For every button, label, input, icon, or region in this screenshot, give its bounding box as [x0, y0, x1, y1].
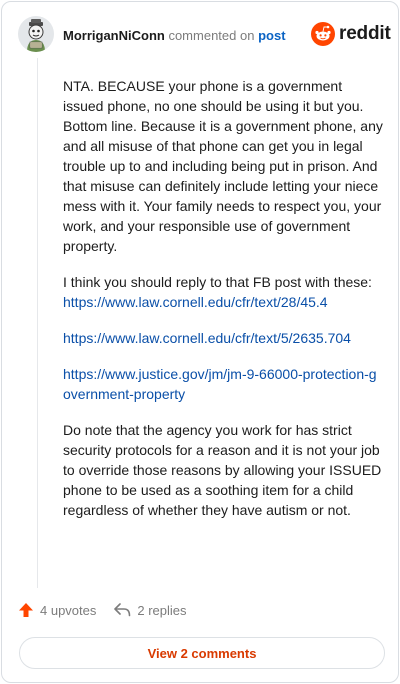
- comment-text: I think you should reply to that FB post with these:: [63, 274, 372, 290]
- comment-author-line: [63, 28, 286, 44]
- upvote-arrow-icon: [18, 602, 34, 618]
- reply-arrow-icon: [114, 603, 131, 617]
- comment-card: [1, 1, 399, 683]
- reddit-snoo-icon: [311, 22, 335, 46]
- cornell-link-5-cfr[interactable]: https://www.law.cornell.edu/cfr/text/5/2635.704: [63, 330, 351, 346]
- reply-count: 2 replies: [137, 602, 187, 618]
- upvote-button[interactable]: [18, 602, 96, 618]
- justice-gov-link[interactable]: https://www.justice.gov/jm/jm-9-66000-protection-government-property: [63, 366, 377, 402]
- comment-actions: [18, 602, 205, 618]
- comment-paragraph: [63, 272, 383, 312]
- comment-paragraph: Do note that the agency you work for has strict security protocols for a reason and it is not your job to override those reasons by allowing your ISSUED phone to be used as a soothing item for a child regardless of whether they have autism or not.: [63, 422, 382, 518]
- thread-line: [37, 58, 38, 588]
- upvote-count: 4 upvotes: [40, 602, 97, 618]
- commented-on-text: commented on: [168, 28, 255, 43]
- view-comments-button[interactable]: View 2 comments: [19, 637, 385, 669]
- comment-paragraph: NTA. BECAUSE your phone is a government issued phone, no one should be using it but you. Bottom line. Because it is a government phone, any and all misuse of that phone can get you in legal trouble up to and including being put in prison. And that misuse can definitely include letting your niece mess with it. Your family needs to respect you, your work, and your responsible use of government property.: [63, 78, 383, 254]
- username-link[interactable]: MorriganNiConn: [63, 28, 165, 43]
- reddit-logo[interactable]: [311, 22, 391, 46]
- cornell-link-28-cfr[interactable]: https://www.law.cornell.edu/cfr/text/28/45.4: [63, 294, 328, 310]
- replies-button[interactable]: [114, 603, 186, 618]
- avatar-icon: [18, 16, 54, 52]
- avatar[interactable]: [18, 16, 54, 52]
- comment-body: [63, 76, 383, 536]
- reddit-wordmark: reddit: [339, 23, 391, 44]
- post-link[interactable]: post: [258, 28, 286, 43]
